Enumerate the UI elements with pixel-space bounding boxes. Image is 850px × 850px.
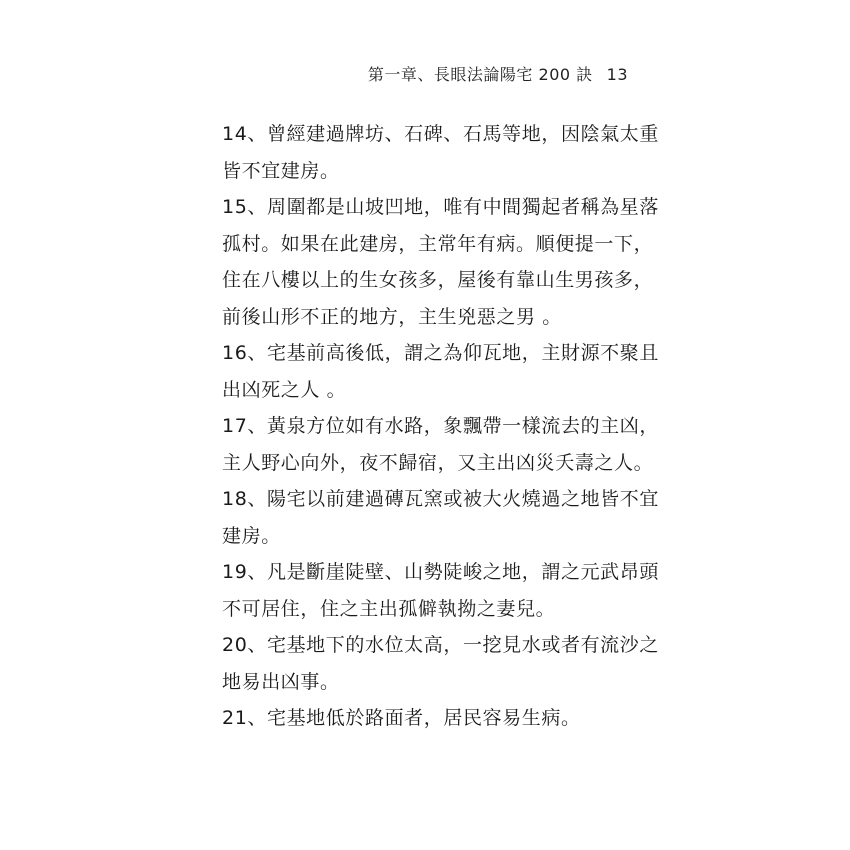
text-line: 17、黃泉方位如有水路，象飄帶一樣流去的主凶， (222, 415, 659, 437)
text-line: 19、凡是斷崖陡壁、山勢陡峻之地，謂之元武昂頭 (222, 561, 659, 583)
text-line: 主人野心向外，夜不歸宿，又主出凶災夭壽之人。 (222, 451, 654, 474)
text-line: 地易出凶事。 (222, 670, 340, 693)
running-header (368, 62, 628, 85)
text-line: 前後山形不正的地方，主生兇惡之男 。 (222, 305, 562, 328)
body-text (222, 116, 659, 737)
text-line: 住在八樓以上的生女孩多，屋後有靠山生男孩多， (222, 269, 654, 291)
text-line: 出凶死之人 。 (222, 378, 347, 401)
text-line: 建房。 (222, 524, 281, 547)
text-line: 皆不宜建房。 (222, 159, 340, 182)
text-line: 15、周圍都是山坡凹地，唯有中間獨起者稱為星落 (222, 196, 659, 218)
chapter-title: 第一章、長眼法論陽宅 200 訣 (367, 65, 593, 84)
text-line: 18、陽宅以前建過磚瓦窯或被大火燒過之地皆不宜 (222, 488, 659, 510)
text-line: 14、曾經建過牌坊、石碑、石馬等地，因陰氣太重 (222, 123, 659, 145)
text-line: 孤村。如果在此建房，主常年有病。順便提一下， (222, 232, 654, 255)
text-line: 20、宅基地下的水位太高，一挖見水或者有流沙之 (222, 634, 659, 656)
text-line: 16、宅基前高後低，謂之為仰瓦地，主財源不聚且 (222, 342, 659, 364)
page-number: 13 (606, 65, 628, 84)
text-line: 21、宅基地低於路面者，居民容易生病。 (222, 707, 581, 729)
text-line: 不可居住，住之主出孤僻執拗之妻兒。 (222, 597, 556, 620)
